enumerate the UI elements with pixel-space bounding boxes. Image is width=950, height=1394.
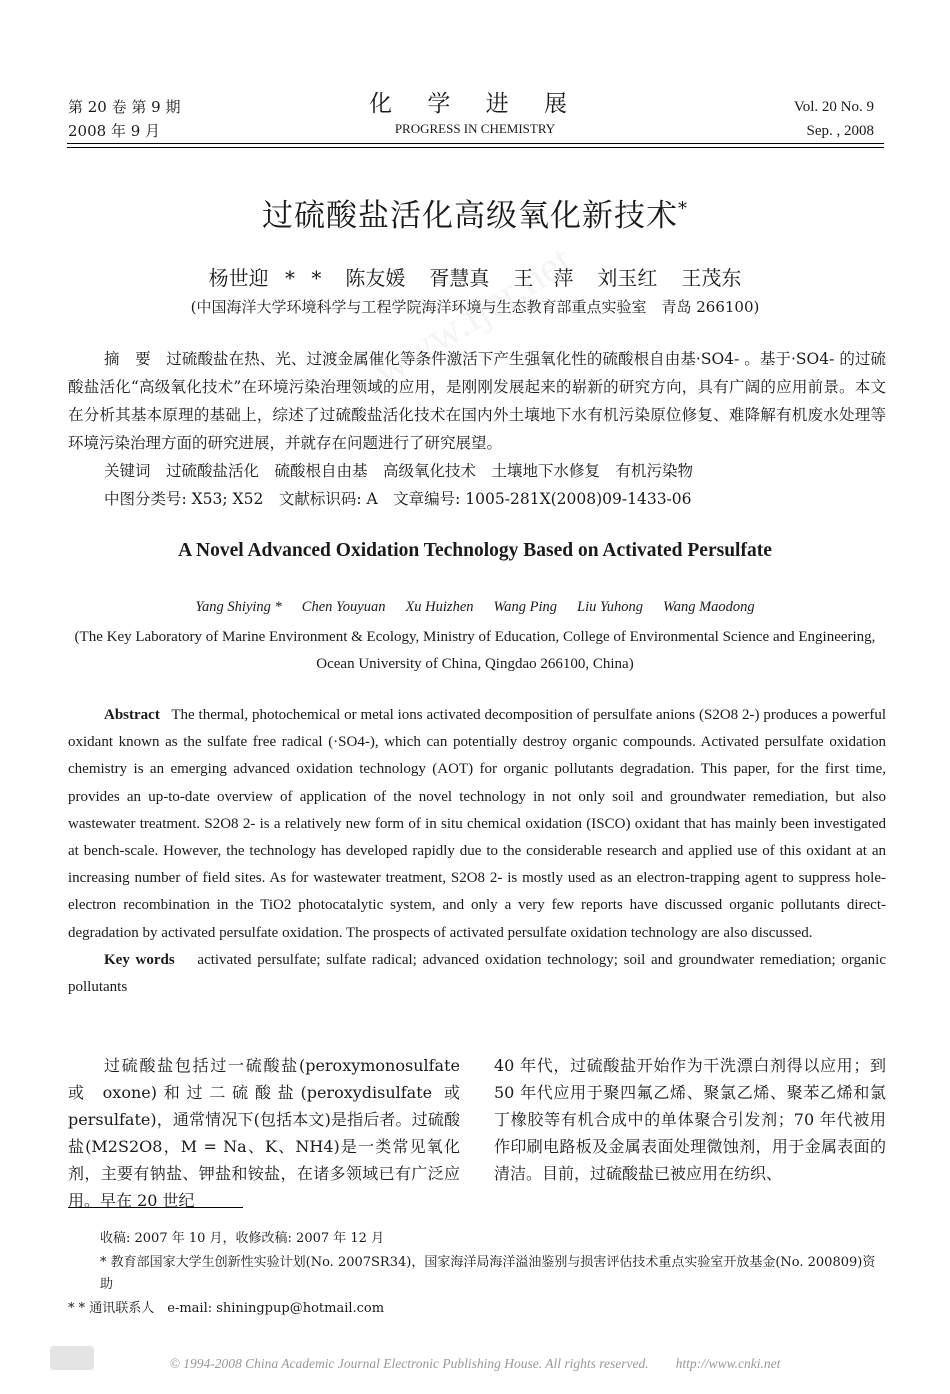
abstract-label: Abstract	[104, 707, 160, 723]
paper-title	[0, 190, 950, 235]
journal-name-en: PROGRESS IN CHEMISTRY	[394, 121, 556, 136]
author: 王 萍	[513, 266, 574, 290]
date-cn: 2008 年 9 月	[68, 122, 161, 140]
author: 刘玉红	[597, 266, 658, 290]
keywords-cn: 关键词 过硫酸盐活化 硫酸根自由基 高级氧化技术 土壤地下水修复 有机污染物	[104, 462, 694, 480]
classification-cn: 中图分类号: X53; X52 文献标识码: A 文章编号: 1005-281X(2008)09-1433-06	[104, 490, 692, 508]
volume-cn: 第 20 卷 第 9 期	[68, 98, 181, 116]
author: 陈友媛	[345, 266, 406, 290]
abstract-en: The thermal, photochemical or metal ions activated decomposition of persulfate anions (S2O8 2-) produces a powerful oxidant known as the sulfate free radical (·SO4-), which can potentially destroy organic compounds. Activated persulfate oxidation chemistry is an emerging advanced oxidation technology (AOT) for organic pollutants degradation. This paper, for the first time, provides an up-to-date overview of application of the novel technology in not only soil and groundwater remediation, but also wastewater treatment. S2O8 2- is a relatively new form of in situ chemical oxidation (ISCO) oxidant that has mainly been investigated at bench-scale. However, the technology has developed rapidly due to the considerable research and applied use of this oxidant at an increasing number of field sites. As for wastewater treatment, S2O8 2- is mostly used as an electron-trapping agent to suppress hole-electron recombination in the TiO2 photocatalytic system, and only a very few reports have discussed organic pollutants direct-degradation by activated persulfate oxidation. The prospects of activated persulfate oxidation technology are also discussed.	[68, 707, 887, 941]
body-text-right: 40 年代，过硫酸盐开始作为干洗漂白剂得以应用；到 50 年代应用于聚四氟乙烯、聚氯乙烯、聚苯乙烯和氯丁橡胶等有机合成中的单体聚合引发剂；70 年代被用作印刷电路板及金属表面处理微蚀剂，用于金属表面的清洁。目前，过硫酸盐已被应用在纺织、	[494, 1056, 886, 1183]
footnote-funding: * 教育部国家大学生创新性实验计划(No. 2007SR34)，国家海洋局海洋溢油鉴别与损害评估技术重点实验室开放基金(No. 200809)资助	[100, 1255, 876, 1292]
author-list	[0, 262, 950, 291]
paper-title-en: A Novel Advanced Oxidation Technology Based on Activated Persulfate	[178, 540, 772, 561]
paper-title-text: 过硫酸盐活化高级氧化新技术	[262, 198, 678, 234]
journal-name-cn: 化 学 进 展	[369, 91, 581, 117]
header-right	[794, 95, 874, 143]
author-list-en	[0, 599, 950, 616]
author-en: Liu Yuhong	[577, 599, 643, 615]
date-en: Sep. , 2008	[806, 123, 874, 139]
author-en: Xu Huizhen	[405, 599, 474, 615]
footnote-contact: * * 通讯联系人 e-mail: shiningpup@hotmail.com	[68, 1301, 385, 1316]
body-text-left: 过硫酸盐包括过一硫酸盐(peroxymonosulfate 或 oxone)和过二硫酸盐(peroxydisulfate 或 persulfate)，通常情况下(包括本文)是指后者。过硫酸盐(M2S2O8，M = Na、K、NH4)是一类常见氧化剂，主要有钠盐、钾盐和铵盐，在诸多领域已有广泛应用。早在 20 世纪	[68, 1056, 460, 1210]
affiliation: (中国海洋大学环境科学与工程学院海洋环境与生态教育部重点实验室 青岛 266100)	[190, 298, 760, 316]
footnote-received: 收稿: 2007 年 10 月，收修改稿: 2007 年 12 月	[100, 1231, 385, 1246]
footnotes	[68, 1228, 886, 1322]
keywords-label: Key words	[104, 951, 175, 968]
copyright-footer: © 1994-2008 China Academic Journal Electronic Publishing House. All rights reserved. http://www.cnki.net	[169, 1356, 781, 1371]
author: 王茂东	[681, 266, 742, 290]
title-mark: *	[678, 198, 688, 220]
author-en: Chen Youyuan	[301, 599, 386, 615]
abstract-cn: 摘 要 过硫酸盐在热、光、过渡金属催化等条件激活下产生强氧化性的硫酸根自由基·SO4- 。基于·SO4- 的过硫酸盐活化“高级氧化技术”在环境污染治理领域的应用，是刚刚发展起来的崭新的研究方向，具有广阔的应用前景。本文在分析其基本原理的基础上，综述了过硫酸盐活化技术在国内外土壤地下水有机污染原位修复、难降解有机废水处理等环境污染治理方面的研究进展，并就存在问题进行了研究展望。	[68, 350, 886, 452]
header-rule	[67, 143, 884, 148]
footnote-rule	[68, 1207, 243, 1208]
author-en: Wang Ping	[493, 599, 558, 615]
author-en: Yang Shiying *	[195, 599, 282, 615]
author: 杨世迎 * *	[208, 266, 322, 290]
author: 胥慧真	[429, 266, 490, 290]
keywords-en: activated persulfate; sulfate radical; advanced oxidation technology; soil and groundwater remediation; organic pollutants	[68, 951, 887, 996]
abstract-cn-block	[68, 345, 886, 513]
author-en: Wang Maodong	[662, 599, 755, 615]
volume-en: Vol. 20 No. 9	[793, 99, 874, 115]
abstract-en-block	[68, 702, 886, 1001]
affiliation-en: (The Key Laboratory of Marine Environment & Ecology, Ministry of Education, College of Environmental Science and Engineering, Ocean University of China, Qingdao 266100, China)	[74, 629, 876, 672]
